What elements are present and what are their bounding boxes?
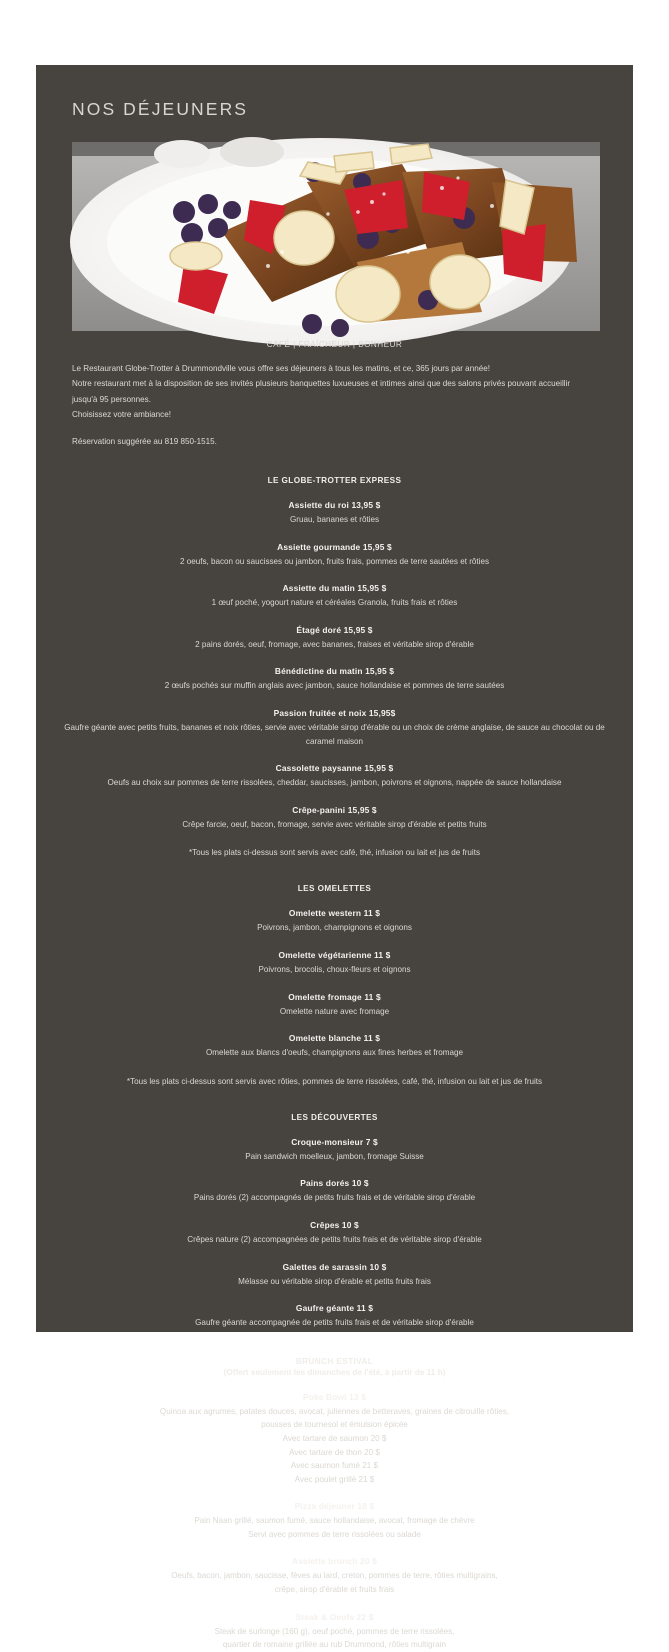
menu-item-description [56, 1405, 613, 1432]
menu-item-description [56, 1625, 613, 1652]
menu-item [56, 708, 613, 748]
section-footnote: *Tous les plats ci-dessus sont servis avec rôties, pommes de terre rissolées, café, thé, infusion ou lait et jus de fruits [126, 1076, 543, 1086]
menu-item-description-line: Poivrons, brocolis, choux-fleurs et oignons [258, 964, 411, 974]
menu-item [56, 1137, 613, 1164]
menu-item-name: Omelette fromage 11 $ [288, 991, 381, 1002]
menu-item-option: Avec tartare de thon 20 $ [289, 1447, 380, 1457]
section-title: BRUNCH ESTIVAL [295, 1356, 374, 1366]
menu-item-description [56, 1569, 613, 1596]
menu-item-name: Bénédictine du matin 15,95 $ [274, 666, 395, 677]
menu-item-description [56, 1233, 613, 1247]
menu-item-description [56, 921, 613, 935]
menu-item [56, 1033, 613, 1060]
menu-item-name: Steak & Oeufs 22 $ [295, 1611, 374, 1622]
menu-item-option: Avec tartare de saumon 20 $ [282, 1433, 387, 1443]
intro-block [72, 361, 597, 449]
menu-item [56, 908, 613, 935]
menu-item-description-line: Steak de surlonge (160 g), oeuf poché, pommes de terre rissolées, [214, 1626, 455, 1636]
menu-item-description [56, 963, 613, 977]
menu-item [56, 625, 613, 652]
menu-item-description [56, 1150, 613, 1164]
menu-item-description [56, 555, 613, 569]
menu-item [56, 1556, 613, 1596]
menu-item-description-line: Pain sandwich moelleux, jambon, fromage Suisse [245, 1151, 424, 1161]
menu-section [56, 476, 613, 857]
menu-item-description-line: Gaufre géante avec petits fruits, bananes et noix rôties, servie avec véritable sirop d'érable ou un choix de crème anglaise, de sauce au chocolat ou de caramel maison [64, 723, 605, 746]
menu-item-name: Pizza déjeuner 18 $ [294, 1501, 375, 1512]
menu-item-name: Omelette blanche 11 $ [288, 1033, 381, 1044]
menu-item-description-line: Crêpes nature (2) accompagnées de petits fruits frais et de véritable sirop d'érable [187, 1234, 482, 1244]
menu-item [56, 1220, 613, 1247]
menu-item-description-line: Gruau, bananes et rôties [289, 515, 380, 525]
menu-item-description [56, 776, 613, 790]
menu-item-description-line: 2 œufs pochés sur muffin anglais avec jambon, sauce hollandaise et pommes de terre sautées [164, 681, 505, 691]
menu-item-description-line: crêpe, sirop d'érable et fruits frais [274, 1585, 395, 1595]
menu-item-description [56, 596, 613, 610]
menu-item-description-line: Mélasse ou véritable sirop d'érable et petits fruits frais [238, 1276, 431, 1286]
menu-item [56, 992, 613, 1019]
menu-item-name: Omelette western 11 $ [288, 908, 381, 919]
menu-item [56, 1178, 613, 1205]
menu-item-description-line: Omelette aux blancs d'oeufs, champignons aux fines herbes et fromage [205, 1048, 464, 1058]
menu-item-name: Assiette du roi 13,95 $ [288, 500, 381, 511]
menu-section [56, 884, 613, 1085]
menu-item-description [56, 679, 613, 693]
menu-item-description-line: quartier de romaine grillée au rub Drummond, rôties multigrain [222, 1640, 447, 1650]
menu-item [56, 542, 613, 569]
menu-sections [36, 476, 633, 1652]
menu-item-name: Assiette brunch 20 $ [292, 1556, 377, 1567]
menu-item-description-line: 2 oeufs, bacon ou saucisses ou jambon, fruits frais, pommes de terre sautées et rôties [179, 556, 490, 566]
intro-line-1: Le Restaurant Globe-Trotter à Drummondville vous offre ses déjeuners à tous les matins, et ce, 365 jours par année! [72, 364, 490, 373]
menu-item-description [56, 818, 613, 832]
menu-item-name: Omelette végétarienne 11 $ [278, 949, 391, 960]
menu-item-description-line: Pains dorés (2) accompagnés de petits fruits frais et de véritable sirop d'érable [193, 1193, 476, 1203]
section-footnote: *Tous les plats ci-dessus sont servis avec café, thé, infusion ou lait et jus de fruits [188, 848, 481, 858]
menu-item-name: Passion fruitée et noix 15,95$ [273, 708, 396, 718]
menu-item-description-line: Servi avec pommes de terre rissolées ou salade [248, 1529, 421, 1539]
menu-section [56, 1113, 613, 1330]
section-title: LE GLOBE-TROTTER EXPRESS [267, 476, 402, 486]
menu-item-name: Croque-monsieur 7 $ [291, 1136, 378, 1147]
menu-item [56, 1303, 613, 1330]
menu-item-option: Avec saumon fumé 21 $ [290, 1461, 379, 1471]
menu-item-description-line: Pain Naan grillé, saumon fumé, sauce hollandaise, avocat, fromage de chèvre [194, 1516, 475, 1526]
menu-item [56, 666, 613, 693]
section-title: LES DÉCOUVERTES [291, 1112, 378, 1122]
menu-item [56, 500, 613, 527]
menu-item [56, 583, 613, 610]
reservation-note: Réservation suggérée au 819 850-1515. [72, 436, 217, 446]
menu-item-name: Gaufre géante 11 $ [295, 1303, 374, 1314]
menu-item-description-line: Poivrons, jambon, champignons et oignons [257, 923, 412, 933]
menu-item-description-line: Omelette nature avec fromage [279, 1006, 390, 1016]
menu-item-description-line: Quinoa aux agrumes, patates douces, avocat, juliennes de betteraves, graines de citrouille rôties, [159, 1406, 510, 1416]
menu-item-description [56, 1005, 613, 1019]
menu-item [56, 805, 613, 832]
menu-item-description-line: 1 œuf poché, yogourt nature et céréales Granola, fruits frais et rôties [211, 598, 458, 608]
menu-item-description [56, 1514, 613, 1541]
intro-spacer [72, 423, 597, 434]
menu-item-name: Pains dorés 10 $ [300, 1178, 369, 1189]
menu-item-name: Assiette du matin 15,95 $ [282, 583, 387, 594]
menu-item-description [56, 721, 613, 748]
menu-item-name: Galettes de sarassin 10 $ [282, 1261, 387, 1272]
menu-item-description-line: Gaufre géante accompagnée de petits fruits frais et de véritable sirop d'érable [195, 1318, 474, 1328]
menu-item [56, 763, 613, 790]
intro-line-3: Choisissez votre ambiance! [72, 410, 171, 420]
menu-item-name: Crêpes 10 $ [310, 1219, 359, 1230]
section-title: LES OMELETTES [297, 884, 372, 894]
intro-line-2: Notre restaurant met à la disposition de ses invités plusieurs banquettes luxueuses et intimes ainsi que des salons privés pouvant accueillir jusqu'à 95 personnes. [72, 379, 571, 404]
hero-food-photo-illustration [72, 142, 600, 331]
page-title: NOS DÉJEUNERS [72, 99, 249, 119]
menu-item-description-line: Oeufs au choix sur pommes de terre rissolées, cheddar, saucisses, jambon, poivrons et oignons, nappée de sauce hollandaise [107, 778, 562, 788]
menu-item-description-line: Crêpe farcie, oeuf, bacon, fromage, servie avec véritable sirop d'érable et petits fruits [182, 819, 487, 829]
menu-item [56, 950, 613, 977]
menu-item-description [56, 1191, 613, 1205]
menu-panel [36, 65, 633, 1650]
menu-item-description-line: pousses de tournesol et émulsion épicée [261, 1420, 408, 1430]
menu-item-description [56, 638, 613, 652]
menu-item-name: Cassolette paysanne 15,95 $ [275, 763, 394, 774]
menu-item-description-line: Oeufs, bacon, jambon, saucisse, fèves au lard, creton, pommes de terre, rôties multigrains, [171, 1571, 498, 1581]
section-subtitle: (Offert seulement les dimanches de l'été, à partir de 11 h) [223, 1367, 446, 1377]
menu-item-name: Assiette gourmande 15,95 $ [277, 541, 392, 552]
menu-item-name: Étagé doré 15,95 $ [296, 624, 373, 635]
menu-item [56, 1392, 613, 1487]
menu-item-description [56, 1316, 613, 1330]
menu-item-description [56, 1275, 613, 1289]
menu-item-description [56, 513, 613, 527]
menu-item-description [56, 1046, 613, 1060]
menu-item-name: Poke Bowl 13 $ [302, 1391, 367, 1402]
tagline: CAFÉ | FRAÎCHEUR | BONHEUR [266, 340, 403, 349]
hero-image [72, 142, 600, 331]
menu-item [56, 1262, 613, 1289]
menu-section [56, 1357, 613, 1652]
menu-item-name: Crêpe-panini 15,95 $ [292, 804, 377, 815]
menu-item-description-line: 2 pains dorés, oeuf, fromage, avec bananes, fraises et véritable sirop d'érable [195, 639, 474, 649]
menu-item [56, 1612, 613, 1652]
menu-item [56, 1501, 613, 1541]
menu-item-option: Avec poulet grillé 21 $ [294, 1474, 375, 1484]
